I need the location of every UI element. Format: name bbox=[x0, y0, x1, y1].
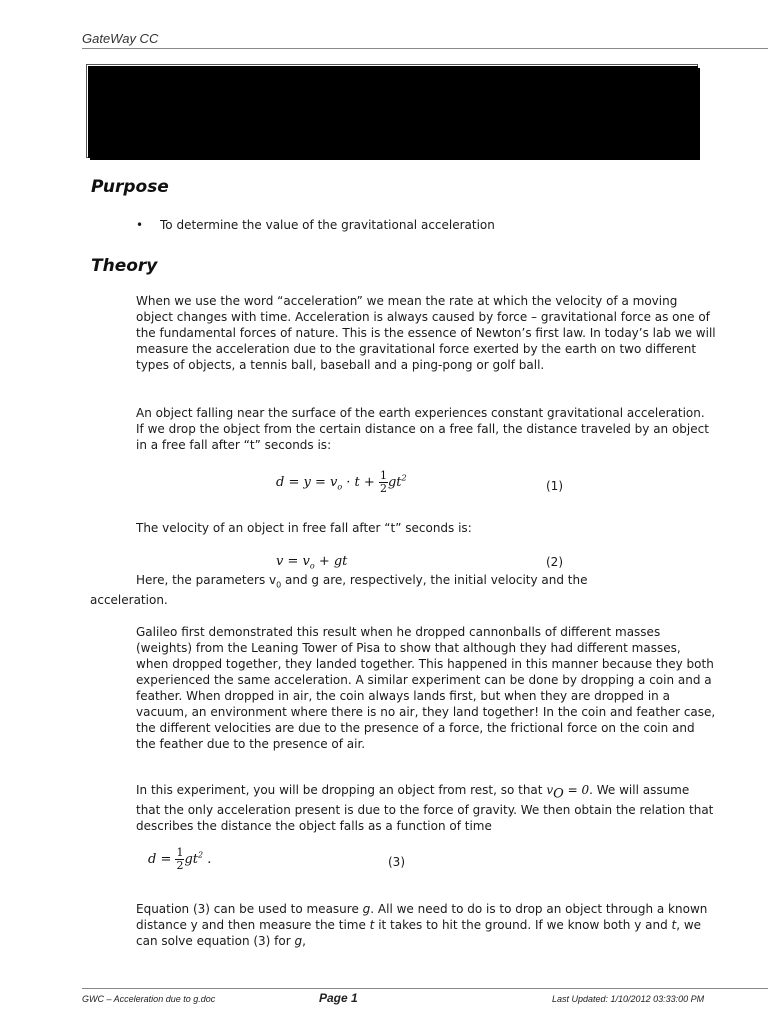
theory-paragraph-1 bbox=[136, 293, 716, 373]
text-run: In this experiment, you will be dropping an object from rest, so that bbox=[136, 783, 547, 797]
paragraph-text: and g are, respectively, the initial velocity and the bbox=[281, 573, 588, 587]
footer-divider bbox=[82, 988, 768, 989]
paragraph-text bbox=[136, 782, 716, 834]
theory-paragraph-5 bbox=[136, 624, 716, 752]
footer-filename: GWC – Acceleration due to g.doc bbox=[82, 994, 216, 1004]
footer-last-updated: Last Updated: 1/10/2012 03:33:00 PM bbox=[552, 994, 705, 1004]
paragraph-text: An object falling near the surface of the earth experiences constant gravitational acceleration. If we drop the object from the certain distance on a free fall, the distance traveled by an object in a free fall after “t” seconds is: bbox=[136, 406, 709, 452]
equation-3-number: (3) bbox=[388, 855, 405, 869]
math-var: v bbox=[546, 783, 554, 797]
equation-2-number: (2) bbox=[546, 555, 563, 569]
redacted-title-block bbox=[88, 66, 698, 158]
equation-1-number: (1) bbox=[546, 479, 563, 493]
math-text: = 0 bbox=[563, 783, 590, 797]
subscript: 0 bbox=[276, 580, 282, 590]
math-var: t bbox=[369, 918, 375, 932]
equation-3: d = $\frac{1}{2}$ $gt^2$ . bbox=[148, 846, 212, 872]
math-var: g bbox=[294, 934, 303, 948]
text-run: , we can solve equation (3) for bbox=[136, 918, 702, 948]
text-run: Equation (3) can be used to measure bbox=[136, 902, 363, 916]
theory-paragraph-3 bbox=[136, 520, 716, 536]
bullet-icon: • bbox=[136, 218, 144, 232]
math-var: g bbox=[362, 902, 371, 916]
equation-2: $v = v_o$ + gt bbox=[276, 554, 348, 571]
subscript: O bbox=[553, 786, 564, 802]
paragraph-text: Galileo first demonstrated this result when he dropped cannonballs of different masses (weights) from the Leaning Tower of Pisa to show that although they had different masses, when dropped together, they landed together. This happened in this manner because they both experienced the same acceleration. A similar experiment can be done by dropping a coin and a feather. When dropped in air, the coin always lands first, but when they are dropped in a vacuum, an environment where there is no air, they land together! In the coin and feather case, the different velocities are due to the presence of a force, the frictional force on the coin and the feather due to the presence of air. bbox=[136, 625, 716, 751]
purpose-heading: Purpose bbox=[91, 177, 169, 197]
footer-page-number: Page 1 bbox=[319, 991, 358, 1005]
math-var: t bbox=[671, 918, 677, 932]
theory-paragraph-4-line-1 bbox=[136, 573, 588, 589]
header-org: GateWay CC bbox=[82, 31, 159, 46]
theory-paragraph-4-line-2: acceleration. bbox=[90, 593, 168, 607]
text-run: . All we need to do is to drop an object through a known distance y and then measure the time bbox=[136, 902, 708, 932]
paragraph-text: Here, the parameters v bbox=[136, 573, 277, 587]
theory-heading: Theory bbox=[91, 256, 158, 276]
purpose-item: To determine the value of the gravitational acceleration bbox=[160, 218, 495, 232]
equation-1: $d = y = v_o \cdot t$ + $\frac{1}{2}$ $gt^2$ bbox=[276, 469, 407, 495]
text-run: , bbox=[302, 934, 306, 948]
paragraph-text: The velocity of an object in free fall after “t” seconds is: bbox=[136, 521, 472, 535]
paragraph-text: When we use the word “acceleration” we mean the rate at which the velocity of a moving object changes with time. Acceleration is always caused by force – gravitational force as one of the fundamental forces of nature. This is the essence of Newton’s first law. In today’s lab we will measure the acceleration due to the gravitational force exerted by the earth on two different types of objects, a tennis ball, baseball and a ping-pong or golf ball. bbox=[136, 294, 716, 372]
theory-paragraph-6 bbox=[136, 782, 716, 834]
text-run: . We will assume that the only acceleration present is due to the force of gravity. We then obtain the relation that describes the distance the object falls as a function of time bbox=[136, 783, 714, 834]
text-run: it takes to hit the ground. If we know both y and bbox=[374, 918, 672, 932]
header-divider bbox=[82, 48, 768, 49]
paragraph-text bbox=[136, 901, 716, 949]
theory-paragraph-2 bbox=[136, 405, 716, 453]
theory-paragraph-7 bbox=[136, 901, 716, 949]
